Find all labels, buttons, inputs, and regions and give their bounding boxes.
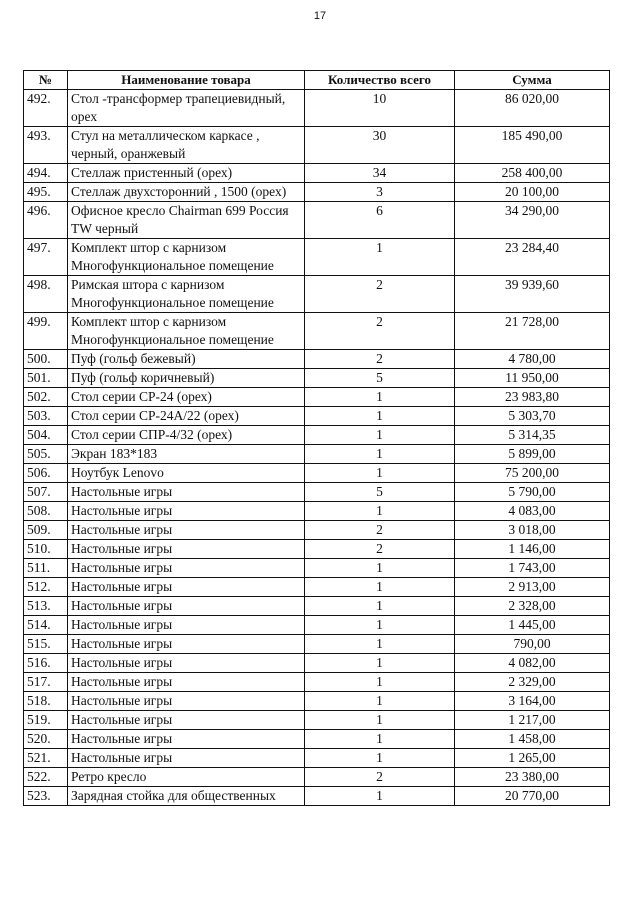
table-row — [24, 768, 610, 787]
cell-quantity: 1 — [305, 597, 455, 616]
cell-item-name: Настольные игры — [68, 540, 305, 559]
cell-quantity: 1 — [305, 711, 455, 730]
cell-item-name: Пуф (гольф коричневый) — [68, 369, 305, 388]
cell-number: 496. — [24, 202, 68, 239]
cell-number: 505. — [24, 445, 68, 464]
cell-quantity: 1 — [305, 787, 455, 806]
table-row — [24, 202, 610, 239]
table-row — [24, 692, 610, 711]
cell-sum: 5 314,35 — [455, 426, 610, 445]
table-row — [24, 749, 610, 768]
table-row — [24, 521, 610, 540]
cell-quantity: 1 — [305, 239, 455, 276]
cell-sum: 23 284,40 — [455, 239, 610, 276]
cell-quantity: 1 — [305, 388, 455, 407]
cell-sum: 4 082,00 — [455, 654, 610, 673]
table-row — [24, 445, 610, 464]
cell-number: 501. — [24, 369, 68, 388]
cell-item-name: Комплект штор с карнизом Многофункциональное помещение — [68, 313, 305, 350]
cell-number: 494. — [24, 164, 68, 183]
cell-sum: 1 458,00 — [455, 730, 610, 749]
cell-number: 523. — [24, 787, 68, 806]
cell-quantity: 1 — [305, 464, 455, 483]
cell-quantity: 1 — [305, 502, 455, 521]
cell-quantity: 2 — [305, 350, 455, 369]
table-body — [24, 90, 610, 806]
cell-sum: 3 018,00 — [455, 521, 610, 540]
cell-item-name: Пуф (гольф бежевый) — [68, 350, 305, 369]
cell-sum: 1 445,00 — [455, 616, 610, 635]
table-row — [24, 540, 610, 559]
cell-sum: 1 743,00 — [455, 559, 610, 578]
inventory-table — [23, 70, 610, 806]
cell-item-name: Настольные игры — [68, 730, 305, 749]
cell-number: 520. — [24, 730, 68, 749]
table-row — [24, 559, 610, 578]
cell-item-name: Стол серии СР-24А/22 (орех) — [68, 407, 305, 426]
cell-number: 493. — [24, 127, 68, 164]
cell-sum: 5 899,00 — [455, 445, 610, 464]
cell-quantity: 1 — [305, 730, 455, 749]
table-row — [24, 673, 610, 692]
cell-quantity: 1 — [305, 692, 455, 711]
cell-sum: 4 780,00 — [455, 350, 610, 369]
cell-sum: 5 303,70 — [455, 407, 610, 426]
cell-number: 514. — [24, 616, 68, 635]
cell-number: 519. — [24, 711, 68, 730]
cell-quantity: 2 — [305, 768, 455, 787]
cell-sum: 2 329,00 — [455, 673, 610, 692]
header-item-name: Наименование товара — [68, 71, 305, 90]
cell-item-name: Настольные игры — [68, 502, 305, 521]
cell-sum: 1 146,00 — [455, 540, 610, 559]
table-row — [24, 730, 610, 749]
cell-quantity: 1 — [305, 635, 455, 654]
cell-number: 507. — [24, 483, 68, 502]
table-row — [24, 654, 610, 673]
cell-item-name: Ретро кресло — [68, 768, 305, 787]
cell-sum: 2 913,00 — [455, 578, 610, 597]
cell-number: 510. — [24, 540, 68, 559]
header-number: № — [24, 71, 68, 90]
cell-sum: 3 164,00 — [455, 692, 610, 711]
table-row — [24, 388, 610, 407]
cell-sum: 20 100,00 — [455, 183, 610, 202]
table-row — [24, 127, 610, 164]
cell-number: 515. — [24, 635, 68, 654]
cell-number: 513. — [24, 597, 68, 616]
cell-item-name: Стул на металлическом каркасе , черный, оранжевый — [68, 127, 305, 164]
cell-sum: 34 290,00 — [455, 202, 610, 239]
cell-item-name: Комплект штор с карнизом Многофункциональное помещение — [68, 239, 305, 276]
cell-item-name: Экран 183*183 — [68, 445, 305, 464]
table-row — [24, 483, 610, 502]
cell-quantity: 1 — [305, 445, 455, 464]
table-row — [24, 464, 610, 483]
cell-number: 508. — [24, 502, 68, 521]
cell-quantity: 1 — [305, 426, 455, 445]
table-row — [24, 787, 610, 806]
cell-number: 503. — [24, 407, 68, 426]
cell-quantity: 1 — [305, 673, 455, 692]
cell-sum: 1 265,00 — [455, 749, 610, 768]
table-header-row — [24, 71, 610, 90]
table-row — [24, 597, 610, 616]
table-row — [24, 502, 610, 521]
cell-number: 500. — [24, 350, 68, 369]
table-row — [24, 426, 610, 445]
cell-quantity: 6 — [305, 202, 455, 239]
table-row — [24, 635, 610, 654]
cell-number: 506. — [24, 464, 68, 483]
cell-item-name: Стеллаж двухсторонний , 1500 (орех) — [68, 183, 305, 202]
cell-item-name: Зарядная стойка для общественных — [68, 787, 305, 806]
table-row — [24, 90, 610, 127]
cell-item-name: Настольные игры — [68, 692, 305, 711]
cell-number: 509. — [24, 521, 68, 540]
cell-item-name: Настольные игры — [68, 521, 305, 540]
cell-item-name: Настольные игры — [68, 711, 305, 730]
cell-quantity: 5 — [305, 483, 455, 502]
cell-quantity: 1 — [305, 654, 455, 673]
cell-sum: 258 400,00 — [455, 164, 610, 183]
cell-item-name: Настольные игры — [68, 559, 305, 578]
cell-item-name: Настольные игры — [68, 654, 305, 673]
cell-item-name: Стол серии СР-24 (орех) — [68, 388, 305, 407]
cell-number: 511. — [24, 559, 68, 578]
table-row — [24, 407, 610, 426]
cell-number: 502. — [24, 388, 68, 407]
cell-number: 517. — [24, 673, 68, 692]
table-row — [24, 239, 610, 276]
cell-quantity: 2 — [305, 540, 455, 559]
header-quantity: Количество всего — [305, 71, 455, 90]
cell-item-name: Офисное кресло Chairman 699 Россия TW черный — [68, 202, 305, 239]
cell-quantity: 30 — [305, 127, 455, 164]
cell-quantity: 1 — [305, 559, 455, 578]
cell-sum: 39 939,60 — [455, 276, 610, 313]
table-row — [24, 350, 610, 369]
cell-item-name: Стол -трансформер трапециевидный, орех — [68, 90, 305, 127]
cell-number: 516. — [24, 654, 68, 673]
table-row — [24, 183, 610, 202]
table-row — [24, 616, 610, 635]
cell-item-name: Настольные игры — [68, 597, 305, 616]
cell-number: 512. — [24, 578, 68, 597]
cell-quantity: 34 — [305, 164, 455, 183]
table-row — [24, 578, 610, 597]
cell-sum: 86 020,00 — [455, 90, 610, 127]
cell-number: 497. — [24, 239, 68, 276]
cell-number: 495. — [24, 183, 68, 202]
cell-sum: 11 950,00 — [455, 369, 610, 388]
page-number: 17 — [313, 10, 327, 22]
cell-item-name: Настольные игры — [68, 635, 305, 654]
table-row — [24, 164, 610, 183]
header-sum: Сумма — [455, 71, 610, 90]
cell-quantity: 2 — [305, 521, 455, 540]
table-row — [24, 276, 610, 313]
cell-sum: 2 328,00 — [455, 597, 610, 616]
cell-sum: 23 983,80 — [455, 388, 610, 407]
cell-number: 518. — [24, 692, 68, 711]
cell-item-name: Настольные игры — [68, 578, 305, 597]
table-row — [24, 313, 610, 350]
cell-sum: 20 770,00 — [455, 787, 610, 806]
cell-sum: 21 728,00 — [455, 313, 610, 350]
cell-quantity: 2 — [305, 313, 455, 350]
cell-number: 522. — [24, 768, 68, 787]
table-row — [24, 711, 610, 730]
cell-sum: 185 490,00 — [455, 127, 610, 164]
cell-item-name: Стол серии СПР-4/32 (орех) — [68, 426, 305, 445]
cell-item-name: Настольные игры — [68, 483, 305, 502]
cell-quantity: 1 — [305, 407, 455, 426]
cell-quantity: 1 — [305, 616, 455, 635]
cell-number: 504. — [24, 426, 68, 445]
cell-sum: 75 200,00 — [455, 464, 610, 483]
cell-item-name: Стеллаж пристенный (орех) — [68, 164, 305, 183]
cell-item-name: Римская штора с карнизом Многофункциональное помещение — [68, 276, 305, 313]
cell-item-name: Настольные игры — [68, 673, 305, 692]
cell-item-name: Настольные игры — [68, 616, 305, 635]
cell-quantity: 1 — [305, 749, 455, 768]
cell-sum: 4 083,00 — [455, 502, 610, 521]
cell-sum: 23 380,00 — [455, 768, 610, 787]
cell-sum: 5 790,00 — [455, 483, 610, 502]
cell-quantity: 3 — [305, 183, 455, 202]
cell-number: 521. — [24, 749, 68, 768]
cell-quantity: 2 — [305, 276, 455, 313]
table-row — [24, 369, 610, 388]
cell-quantity: 1 — [305, 578, 455, 597]
cell-item-name: Ноутбук Lenovo — [68, 464, 305, 483]
cell-quantity: 5 — [305, 369, 455, 388]
cell-sum: 790,00 — [455, 635, 610, 654]
cell-number: 498. — [24, 276, 68, 313]
cell-number: 492. — [24, 90, 68, 127]
cell-quantity: 10 — [305, 90, 455, 127]
cell-item-name: Настольные игры — [68, 749, 305, 768]
cell-sum: 1 217,00 — [455, 711, 610, 730]
cell-number: 499. — [24, 313, 68, 350]
